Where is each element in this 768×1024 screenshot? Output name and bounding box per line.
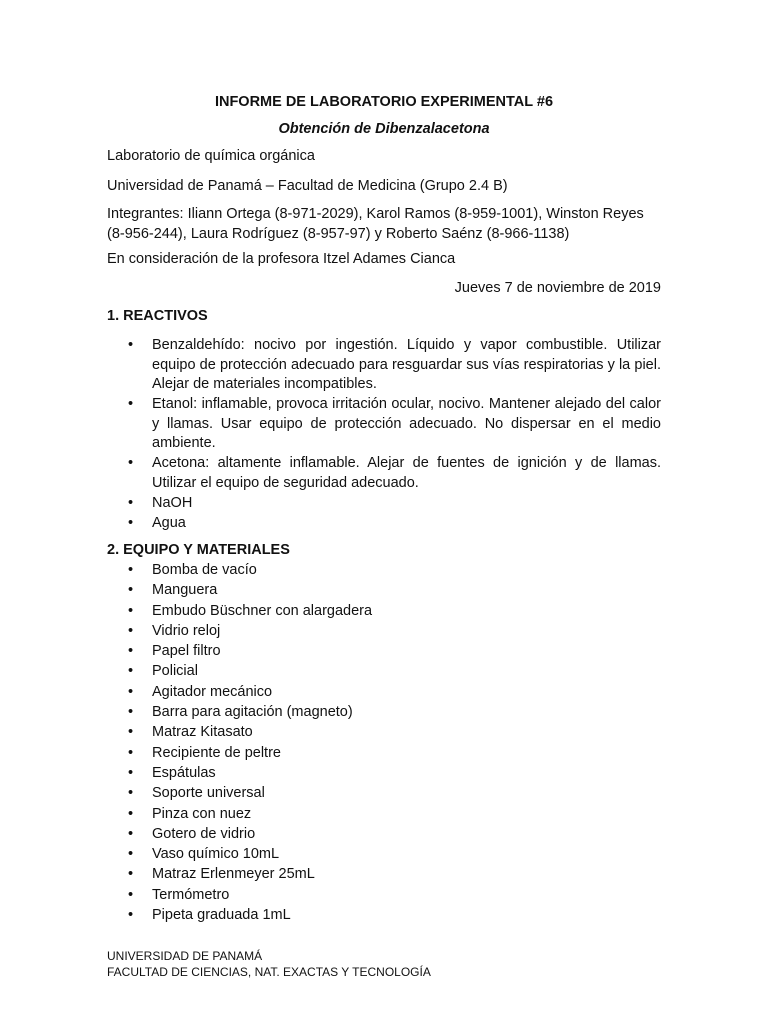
equipo-list xyxy=(107,561,661,926)
list-item: • Papel filtro xyxy=(107,642,661,662)
report-date: Jueves 7 de noviembre de 2019 xyxy=(454,280,661,296)
list-item: • Agua xyxy=(107,514,661,534)
list-item: • Pinza con nuez xyxy=(107,805,661,825)
university-line: Universidad de Panamá – Facultad de Medicina (Grupo 2.4 B) xyxy=(107,178,508,194)
section-heading-reactivos: 1. REACTIVOS xyxy=(107,308,208,324)
list-item: • Termómetro xyxy=(107,886,661,906)
list-item: • Vidrio reloj xyxy=(107,622,661,642)
section-heading-equipo: 2. EQUIPO Y MATERIALES xyxy=(107,542,290,558)
list-item: • Espátulas xyxy=(107,764,661,784)
list-item: • Benzaldehído: nocivo por ingestión. Líquido y vapor combustible. Utilizar equipo de protección adecuado para resguardar sus vías respiratorias y la piel. Alejar de materiales incompatibles. xyxy=(107,336,661,395)
list-item: • Agitador mecánico xyxy=(107,683,661,703)
list-item: • Gotero de vidrio xyxy=(107,825,661,845)
list-item: • Pipeta graduada 1mL xyxy=(107,906,661,926)
professor-line: En consideración de la profesora Itzel Adames Cianca xyxy=(107,251,456,267)
list-item: • Matraz Kitasato xyxy=(107,723,661,743)
list-item: • Acetona: altamente inflamable. Alejar de fuentes de ignición y de llamas. Utilizar el equipo de seguridad adecuado. xyxy=(107,454,661,493)
list-item: • Barra para agitación (magneto) xyxy=(107,703,661,723)
report-title: INFORME DE LABORATORIO EXPERIMENTAL #6 xyxy=(214,94,554,110)
list-item: • Soporte universal xyxy=(107,784,661,804)
list-item: • Vaso químico 10mL xyxy=(107,845,661,865)
members-line: Integrantes: Iliann Ortega (8-971-2029), Karol Ramos (8-959-1001), Winston Reyes (8-956-244), Laura Rodríguez (8-957-97) y Roberto Saénz (8-966-1138) xyxy=(107,206,644,242)
page-footer xyxy=(107,948,661,980)
reactivos-list xyxy=(107,336,661,534)
list-item: • NaOH xyxy=(107,494,661,514)
list-item: • Policial xyxy=(107,662,661,682)
report-subtitle: Obtención de Dibenzalacetona xyxy=(278,121,490,137)
footer-faculty: FACULTAD DE CIENCIAS, NAT. EXACTAS Y TECNOLOGÍA xyxy=(107,965,431,979)
footer-university: UNIVERSIDAD DE PANAMÁ xyxy=(107,949,263,963)
lab-name: Laboratorio de química orgánica xyxy=(107,148,315,164)
list-item: • Recipiente de peltre xyxy=(107,744,661,764)
list-item: • Etanol: inflamable, provoca irritación ocular, nocivo. Mantener alejado del calor y llamas. Usar equipo de protección adecuado. No dispersar en el medio ambiente. xyxy=(107,395,661,454)
list-item: • Manguera xyxy=(107,581,661,601)
list-item: • Matraz Erlenmeyer 25mL xyxy=(107,865,661,885)
list-item: • Bomba de vacío xyxy=(107,561,661,581)
list-item: • Embudo Büschner con alargadera xyxy=(107,602,661,622)
